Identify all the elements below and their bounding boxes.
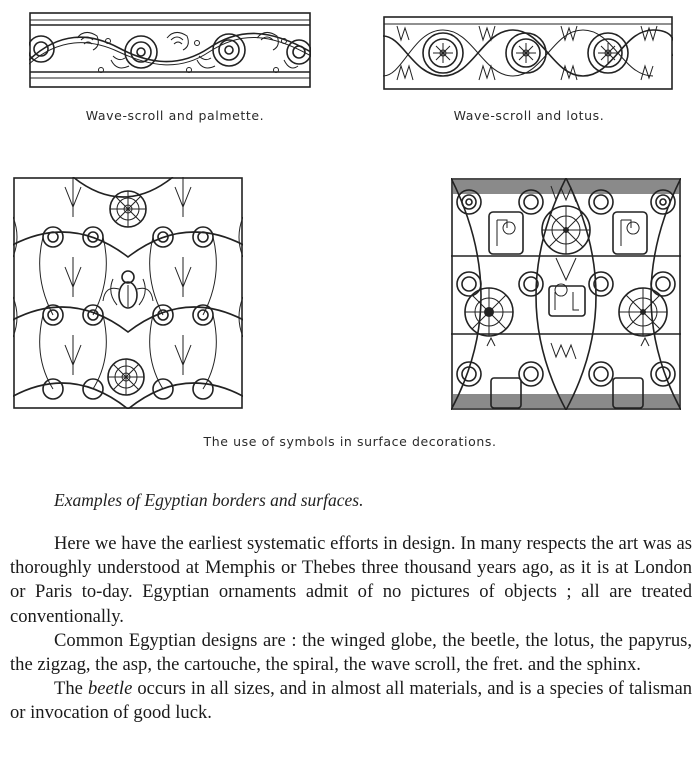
paragraph-3 [10, 677, 692, 725]
wave-scroll-lotus-border [383, 16, 673, 90]
rosette-icon [619, 288, 667, 336]
section-title: Examples of Egyptian borders and surfaces. [54, 490, 364, 510]
spiral-cartouche-surface [451, 178, 681, 410]
paragraph-3-before: The [54, 678, 88, 700]
rosette-icon [542, 206, 590, 254]
cartouche-icon [489, 212, 523, 254]
paragraph-1: Here we have the earliest systematic efforts in design. In many respects the art was as thoroughly understood at Memphis or Thebes three thousand years ago, as it is at London or Paris to-day. Egyptian ornaments admit of no pictures of objects ; all are treated conventionally. [10, 533, 692, 627]
surfaces-caption: The use of symbols in surface decorations. [203, 434, 497, 449]
paragraph-3-after: occurs in all sizes, and in almost all materials, and is a species of talisman or invocation of good luck. [10, 678, 692, 724]
rosette-icon [465, 288, 513, 336]
paragraph-2: Common Egyptian designs are : the winged globe, the beetle, the lotus, the papyrus, the zigzag, the asp, the cartouche, the spiral, the wave scroll, the fret. and the sphinx. [10, 629, 692, 676]
wave-scroll-palmette-border [29, 12, 311, 88]
rosette-icon [108, 359, 144, 395]
cartouche-icon [549, 284, 585, 316]
cartouche-icon [613, 212, 647, 254]
lotus-scarab-surface [13, 177, 243, 409]
rosette-icon [110, 191, 146, 227]
border-left-caption: Wave-scroll and palmette. [85, 108, 265, 123]
beetle-emphasis: beetle [87, 678, 133, 700]
border-right-caption: Wave-scroll and lotus. [453, 108, 605, 123]
scarab-icon [103, 271, 153, 308]
body-text [10, 532, 692, 726]
